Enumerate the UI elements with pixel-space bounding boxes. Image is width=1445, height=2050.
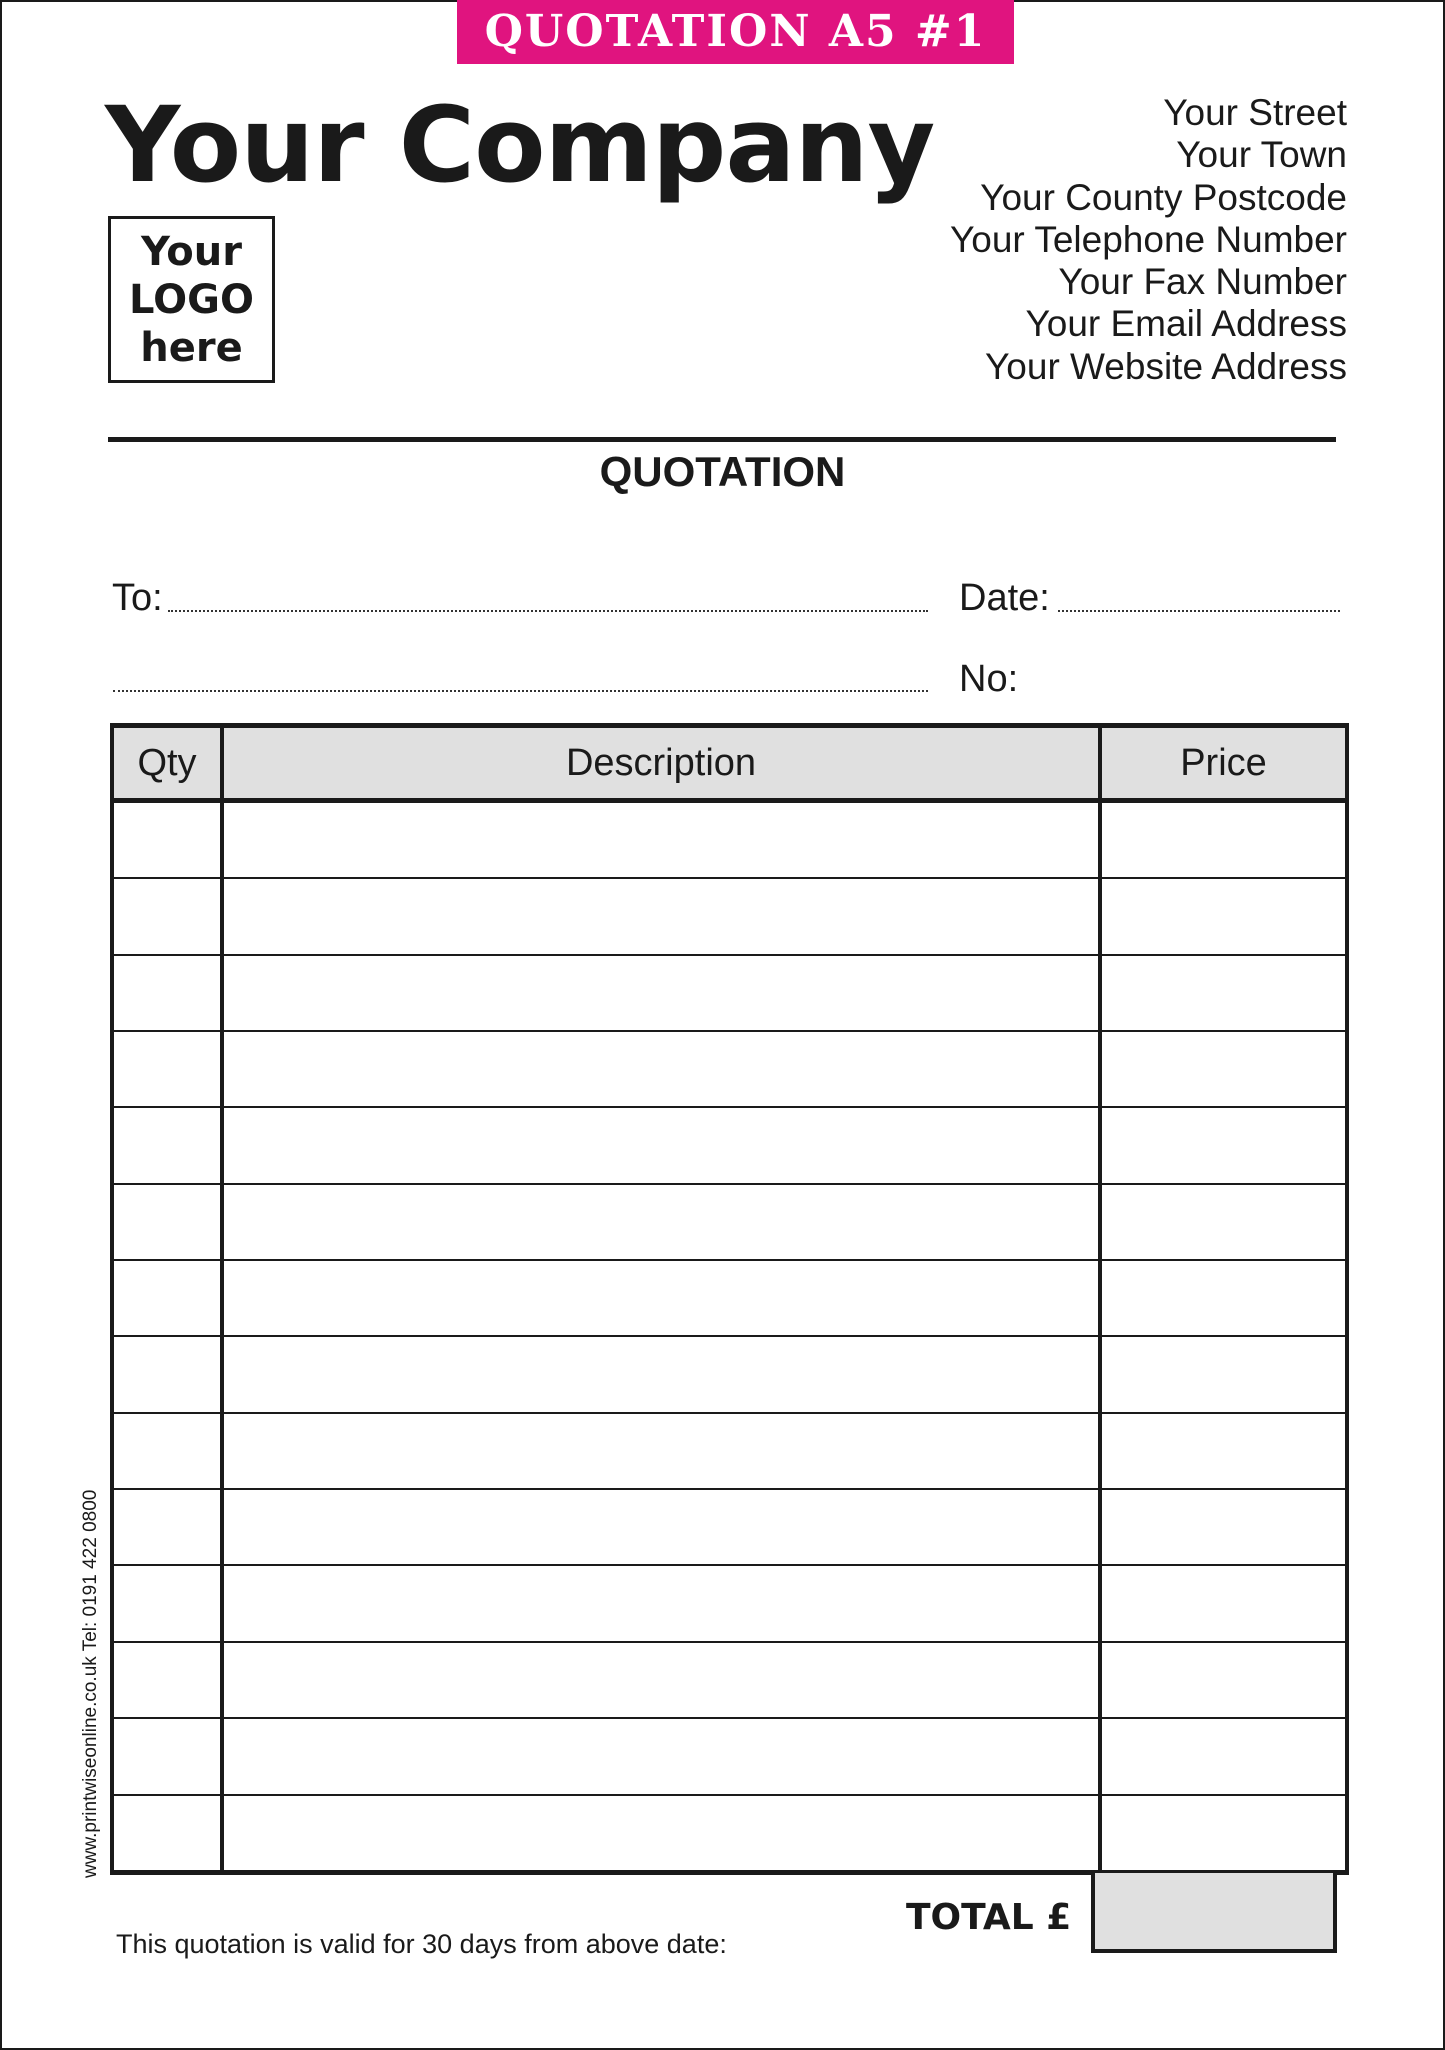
qty-cell[interactable] — [112, 1413, 222, 1489]
table-row — [112, 1565, 1347, 1641]
description-cell[interactable] — [222, 1565, 1100, 1641]
table-row — [112, 878, 1347, 954]
description-cell[interactable] — [222, 1184, 1100, 1260]
total-field[interactable] — [1091, 1873, 1337, 1953]
qty-cell[interactable] — [112, 1642, 222, 1718]
price-cell[interactable] — [1100, 1336, 1347, 1412]
price-cell[interactable] — [1100, 1413, 1347, 1489]
table-row — [112, 1795, 1347, 1873]
qty-cell[interactable] — [112, 1565, 222, 1641]
price-cell[interactable] — [1100, 1260, 1347, 1336]
description-cell[interactable] — [222, 1718, 1100, 1794]
price-cell[interactable] — [1100, 1489, 1347, 1565]
company-name: Your Company — [105, 84, 935, 206]
table-row — [112, 955, 1347, 1031]
price-cell[interactable] — [1100, 1718, 1347, 1794]
date-line[interactable] — [1058, 610, 1340, 612]
price-cell[interactable] — [1100, 878, 1347, 954]
price-cell[interactable] — [1100, 1107, 1347, 1183]
address-telephone: Your Telephone Number — [949, 218, 1347, 260]
description-cell[interactable] — [222, 955, 1100, 1031]
table-row — [112, 1413, 1347, 1489]
table-header-row — [112, 726, 1347, 801]
table-row — [112, 1107, 1347, 1183]
price-cell[interactable] — [1100, 1795, 1347, 1873]
table-row — [112, 1031, 1347, 1107]
qty-cell[interactable] — [112, 1718, 222, 1794]
address-street: Your Street — [1163, 92, 1347, 133]
header-divider — [108, 437, 1336, 442]
total-label: TOTAL £ — [906, 1897, 1072, 1938]
table-row — [112, 1336, 1347, 1412]
description-cell[interactable] — [222, 1336, 1100, 1412]
qty-cell[interactable] — [112, 1260, 222, 1336]
price-cell[interactable] — [1100, 1565, 1347, 1641]
description-cell[interactable] — [222, 1107, 1100, 1183]
qty-cell[interactable] — [112, 1184, 222, 1260]
table-row — [112, 1642, 1347, 1718]
to-line-1[interactable] — [168, 610, 928, 612]
table-row — [112, 1184, 1347, 1260]
price-cell[interactable] — [1100, 955, 1347, 1031]
table-row — [112, 1718, 1347, 1794]
qty-cell[interactable] — [112, 1336, 222, 1412]
printer-credit: www.printwiseonline.co.uk Tel: 0191 422 0800 — [80, 1489, 101, 1878]
table-body — [112, 801, 1347, 1873]
description-cell[interactable] — [222, 1260, 1100, 1336]
address-fax: Your Fax Number — [1058, 261, 1347, 303]
qty-cell[interactable] — [112, 878, 222, 954]
description-cell[interactable] — [222, 801, 1100, 879]
number-label: No: — [959, 658, 1019, 700]
price-cell[interactable] — [1100, 1031, 1347, 1107]
address-website: Your Website Address — [985, 345, 1347, 387]
document-title: QUOTATION — [599, 448, 846, 495]
table-row — [112, 1489, 1347, 1565]
description-cell[interactable] — [222, 1413, 1100, 1489]
address-county: Your County Postcode — [980, 176, 1347, 218]
to-label: To: — [112, 577, 163, 619]
table-row — [112, 1260, 1347, 1336]
logo-line-2: LOGO — [129, 276, 254, 323]
description-cell[interactable] — [222, 878, 1100, 954]
qty-cell[interactable] — [112, 955, 222, 1031]
price-cell[interactable] — [1100, 1642, 1347, 1718]
to-line-2[interactable] — [113, 690, 928, 692]
description-cell[interactable] — [222, 1031, 1100, 1107]
price-cell[interactable] — [1100, 801, 1347, 879]
qty-header: Qty — [112, 726, 222, 801]
logo-line-3: here — [140, 324, 243, 371]
form-type-banner: QUOTATION A5 #1 — [457, 0, 1014, 64]
date-label: Date: — [959, 577, 1050, 619]
description-cell[interactable] — [222, 1489, 1100, 1565]
qty-cell[interactable] — [112, 1031, 222, 1107]
address-email: Your Email Address — [1025, 303, 1347, 345]
price-header: Price — [1100, 726, 1347, 801]
logo-line-1: Your — [141, 228, 242, 275]
description-cell[interactable] — [222, 1795, 1100, 1873]
logo-placeholder — [108, 216, 275, 383]
description-header: Description — [222, 726, 1100, 801]
qty-cell[interactable] — [112, 1489, 222, 1565]
qty-cell[interactable] — [112, 1795, 222, 1873]
price-cell[interactable] — [1100, 1184, 1347, 1260]
description-cell[interactable] — [222, 1642, 1100, 1718]
address-town: Your Town — [1176, 134, 1347, 176]
table-row — [112, 801, 1347, 879]
items-table — [110, 723, 1349, 1875]
company-address — [950, 92, 1347, 388]
qty-cell[interactable] — [112, 801, 222, 879]
qty-cell[interactable] — [112, 1107, 222, 1183]
validity-note: This quotation is valid for 30 days from above date: — [116, 1929, 727, 1959]
